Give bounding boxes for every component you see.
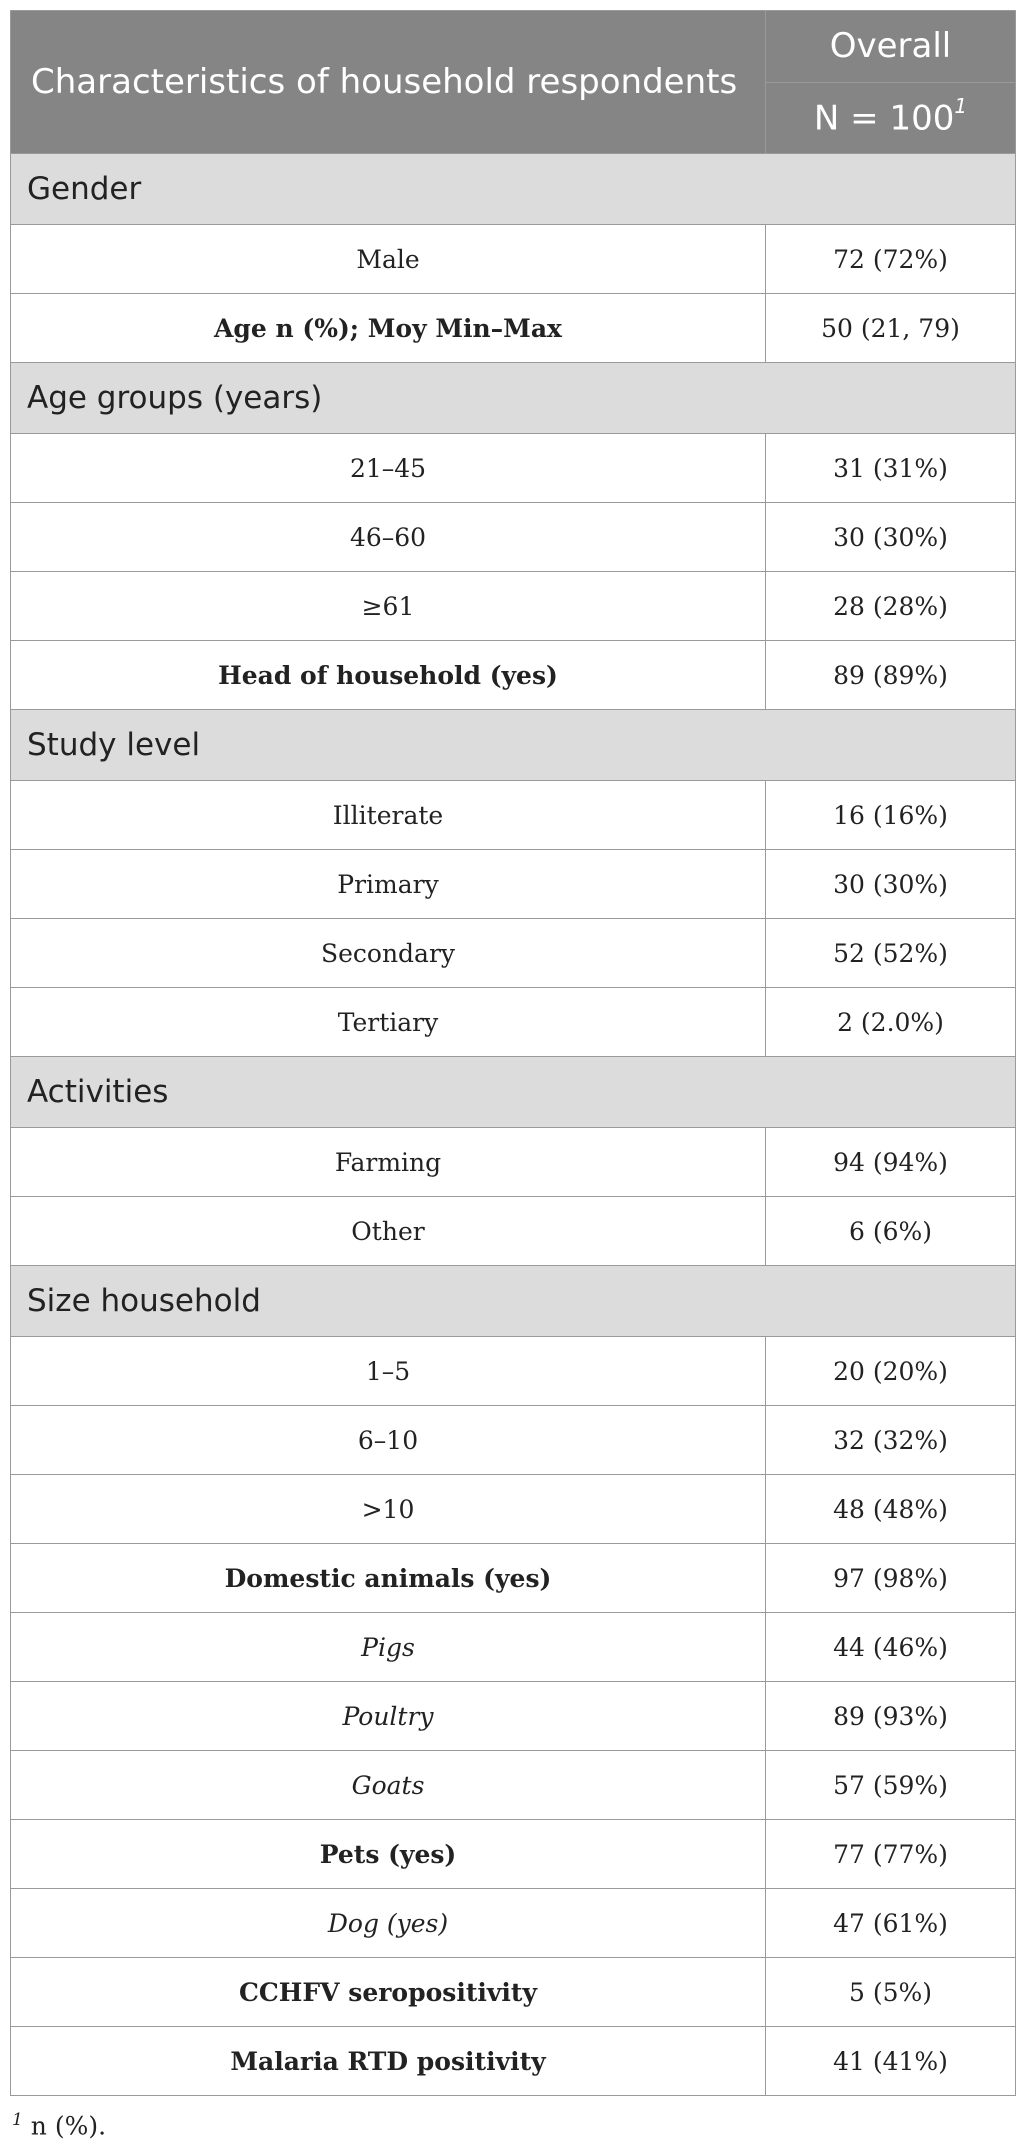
table-row bbox=[11, 1613, 1016, 1682]
table-row bbox=[11, 1820, 1016, 1889]
table-row bbox=[11, 225, 1016, 294]
row-label: Male bbox=[11, 225, 766, 294]
table-row bbox=[11, 434, 1016, 503]
header-overall: Overall bbox=[766, 11, 1016, 83]
section-header: Size household bbox=[11, 1266, 1016, 1337]
row-value: 50 (21, 79) bbox=[766, 294, 1016, 363]
header-characteristics: Characteristics of household respondents bbox=[11, 11, 766, 154]
row-label: Poultry bbox=[11, 1682, 766, 1751]
table-row bbox=[11, 503, 1016, 572]
table-body bbox=[11, 154, 1016, 2096]
row-label: 1–5 bbox=[11, 1337, 766, 1406]
header-n bbox=[766, 82, 1016, 154]
row-value: 89 (93%) bbox=[766, 1682, 1016, 1751]
row-value: 41 (41%) bbox=[766, 2027, 1016, 2096]
footnote bbox=[10, 2110, 1015, 2140]
row-label: >10 bbox=[11, 1475, 766, 1544]
characteristics-table bbox=[10, 10, 1016, 2096]
table-header bbox=[11, 11, 1016, 154]
section-header-row bbox=[11, 1057, 1016, 1128]
row-label: Age n (%); Moy Min–Max bbox=[11, 294, 766, 363]
row-label: CCHFV seropositivity bbox=[11, 1958, 766, 2027]
row-label: Domestic animals (yes) bbox=[11, 1544, 766, 1613]
row-value: 77 (77%) bbox=[766, 1820, 1016, 1889]
row-value: 52 (52%) bbox=[766, 919, 1016, 988]
table-row bbox=[11, 1889, 1016, 1958]
section-header: Activities bbox=[11, 1057, 1016, 1128]
table-row bbox=[11, 1406, 1016, 1475]
row-value: 5 (5%) bbox=[766, 1958, 1016, 2027]
row-value: 28 (28%) bbox=[766, 572, 1016, 641]
row-value: 31 (31%) bbox=[766, 434, 1016, 503]
header-footnote-mark: 1 bbox=[954, 93, 968, 118]
row-value: 16 (16%) bbox=[766, 781, 1016, 850]
section-header-row bbox=[11, 154, 1016, 225]
row-label: Head of household (yes) bbox=[11, 641, 766, 710]
row-value: 44 (46%) bbox=[766, 1613, 1016, 1682]
table-row bbox=[11, 641, 1016, 710]
row-label: Malaria RTD positivity bbox=[11, 2027, 766, 2096]
table-row bbox=[11, 1128, 1016, 1197]
section-header: Gender bbox=[11, 154, 1016, 225]
table-row bbox=[11, 919, 1016, 988]
section-header: Study level bbox=[11, 710, 1016, 781]
row-value: 6 (6%) bbox=[766, 1197, 1016, 1266]
row-value: 72 (72%) bbox=[766, 225, 1016, 294]
table-row bbox=[11, 988, 1016, 1057]
table-row bbox=[11, 781, 1016, 850]
row-label: Pigs bbox=[11, 1613, 766, 1682]
row-value: 20 (20%) bbox=[766, 1337, 1016, 1406]
row-value: 30 (30%) bbox=[766, 850, 1016, 919]
row-value: 47 (61%) bbox=[766, 1889, 1016, 1958]
table-row bbox=[11, 572, 1016, 641]
table-row bbox=[11, 1337, 1016, 1406]
row-value: 48 (48%) bbox=[766, 1475, 1016, 1544]
row-label: 21–45 bbox=[11, 434, 766, 503]
row-label: Dog (yes) bbox=[11, 1889, 766, 1958]
table-row bbox=[11, 1958, 1016, 2027]
table-row bbox=[11, 1544, 1016, 1613]
section-header-row bbox=[11, 710, 1016, 781]
section-header-row bbox=[11, 1266, 1016, 1337]
row-label: Secondary bbox=[11, 919, 766, 988]
header-n-label: N = 100 bbox=[813, 97, 955, 138]
row-label: Other bbox=[11, 1197, 766, 1266]
row-value: 30 (30%) bbox=[766, 503, 1016, 572]
row-value: 32 (32%) bbox=[766, 1406, 1016, 1475]
row-label: Pets (yes) bbox=[11, 1820, 766, 1889]
footnote-text: n (%). bbox=[22, 2111, 107, 2141]
row-value: 94 (94%) bbox=[766, 1128, 1016, 1197]
row-value: 97 (98%) bbox=[766, 1544, 1016, 1613]
row-label: Farming bbox=[11, 1128, 766, 1197]
table-container bbox=[10, 10, 1015, 2140]
table-row bbox=[11, 850, 1016, 919]
row-label: 46–60 bbox=[11, 503, 766, 572]
row-value: 2 (2.0%) bbox=[766, 988, 1016, 1057]
row-value: 57 (59%) bbox=[766, 1751, 1016, 1820]
row-label: Illiterate bbox=[11, 781, 766, 850]
table-row bbox=[11, 1682, 1016, 1751]
table-row bbox=[11, 2027, 1016, 2096]
row-label: Goats bbox=[11, 1751, 766, 1820]
footnote-mark: 1 bbox=[12, 2110, 23, 2130]
table-row bbox=[11, 1751, 1016, 1820]
row-value: 89 (89%) bbox=[766, 641, 1016, 710]
table-row bbox=[11, 1197, 1016, 1266]
section-header-row bbox=[11, 363, 1016, 434]
row-label: 6–10 bbox=[11, 1406, 766, 1475]
row-label: Tertiary bbox=[11, 988, 766, 1057]
table-row bbox=[11, 1475, 1016, 1544]
row-label: ≥61 bbox=[11, 572, 766, 641]
table-row bbox=[11, 294, 1016, 363]
row-label: Primary bbox=[11, 850, 766, 919]
section-header: Age groups (years) bbox=[11, 363, 1016, 434]
